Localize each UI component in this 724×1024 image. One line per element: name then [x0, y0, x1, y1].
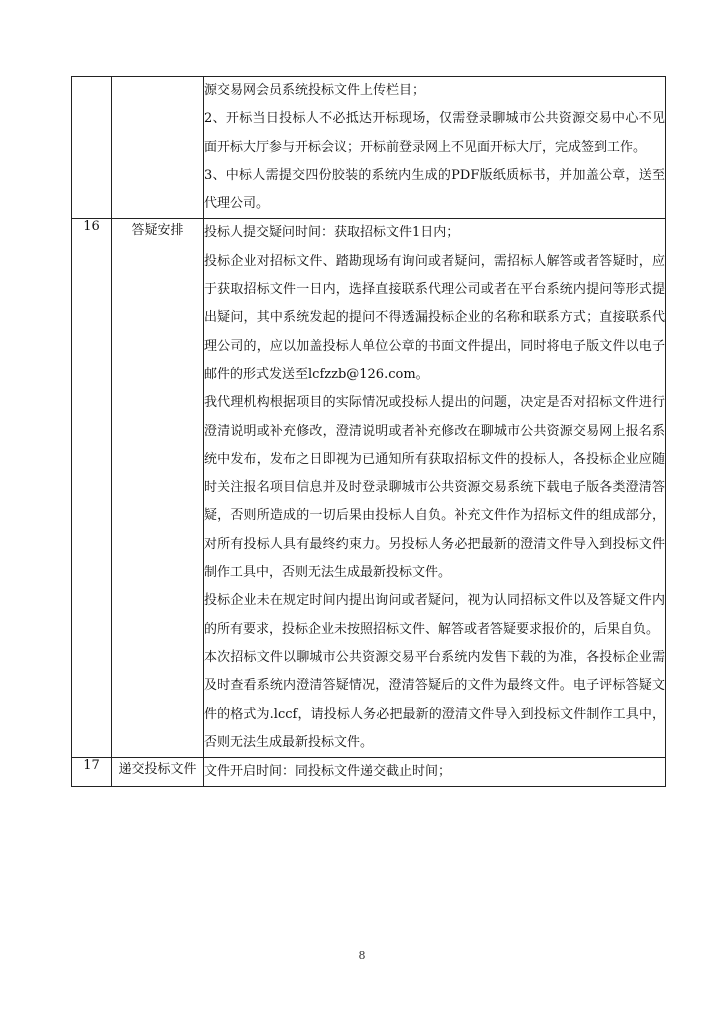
- row-number-cell: [72, 77, 112, 219]
- table-row: [72, 219, 666, 758]
- page-number: 8: [358, 949, 366, 962]
- row-content-cell: [204, 219, 666, 758]
- row-content-cell: [204, 77, 666, 219]
- row-name-cell: [112, 77, 204, 219]
- paragraph: 投标人提交疑问时间：获取招标文件1日内；: [204, 225, 460, 241]
- table-row: [72, 77, 666, 219]
- row-name-cell: 递交投标文件: [112, 758, 204, 787]
- paragraph: 源交易网会员系统投标文件上传栏目；: [204, 83, 426, 98]
- paragraph: 投标企业未在规定时间内提出询问或者疑问，视为认同招标文件以及答疑文件内的所有要求，投标企业未按照招标文件、解答或者答疑要求报价的，后果自负。: [204, 593, 665, 637]
- row-number-cell: 17: [72, 758, 112, 787]
- row-number-cell: 16: [72, 219, 112, 758]
- paragraph: 2、开标当日投标人不必抵达开标现场，仅需登录聊城市公共资源交易中心不见面开标大厅参与开标会议；开标前登录网上不见面开标大厅，完成签到工作。: [204, 111, 665, 155]
- paragraph: 3、中标人需提交四份胶装的系统内生成的PDF版纸质标书，并加盖公章，送至代理公司。: [204, 167, 665, 212]
- paragraph: 文件开启时间：同投标文件递交截止时间；: [204, 764, 452, 780]
- document-table: [71, 76, 666, 787]
- row-name-cell: 答疑安排: [112, 219, 204, 758]
- paragraph: 投标企业对招标文件、踏勘现场有询问或者疑问，需招标人解答或者答疑时，应于获取招标文件一日内，选择直接联系代理公司或者在平台系统内提问等形式提出疑问，其中系统发起的提问不得透漏投标企业的名称和联系方式；直接联系代理公司的，应以加盖投标人单位公章的书面文件提出，同时将电子版文件以电子邮件的形式发送至lcfzzb@126.com。: [204, 253, 665, 382]
- paragraph: 本次招标文件以聊城市公共资源交易平台系统内发售下载的为准，各投标企业需及时查看系统内澄清答疑情况，澄清答疑后的文件为最终文件。电子评标答疑文件的格式为.lccf，请投标人务必把最新的澄清文件导入到投标文件制作工具中，否则无法生成最新投标文件。: [204, 649, 665, 750]
- table-row: [72, 758, 666, 787]
- row-content-cell: [204, 758, 666, 787]
- paragraph: 我代理机构根据项目的实际情况或投标人提出的问题，决定是否对招标文件进行澄清说明或补充修改，澄清说明或者补充修改在聊城市公共资源交易网上报名系统中发布，发布之日即视为已通知所有获取招标文件的投标人，各投标企业应随时关注报名项目信息并及时登录聊城市公共资源交易系统下载电子版各类澄清答疑，否则所造成的一切后果由投标人自负。补充文件作为招标文件的组成部分，对所有投标人具有最终约束力。另投标人务必把最新的澄清文件导入到投标文件制作工具中，否则无法生成最新投标文件。: [204, 395, 665, 581]
